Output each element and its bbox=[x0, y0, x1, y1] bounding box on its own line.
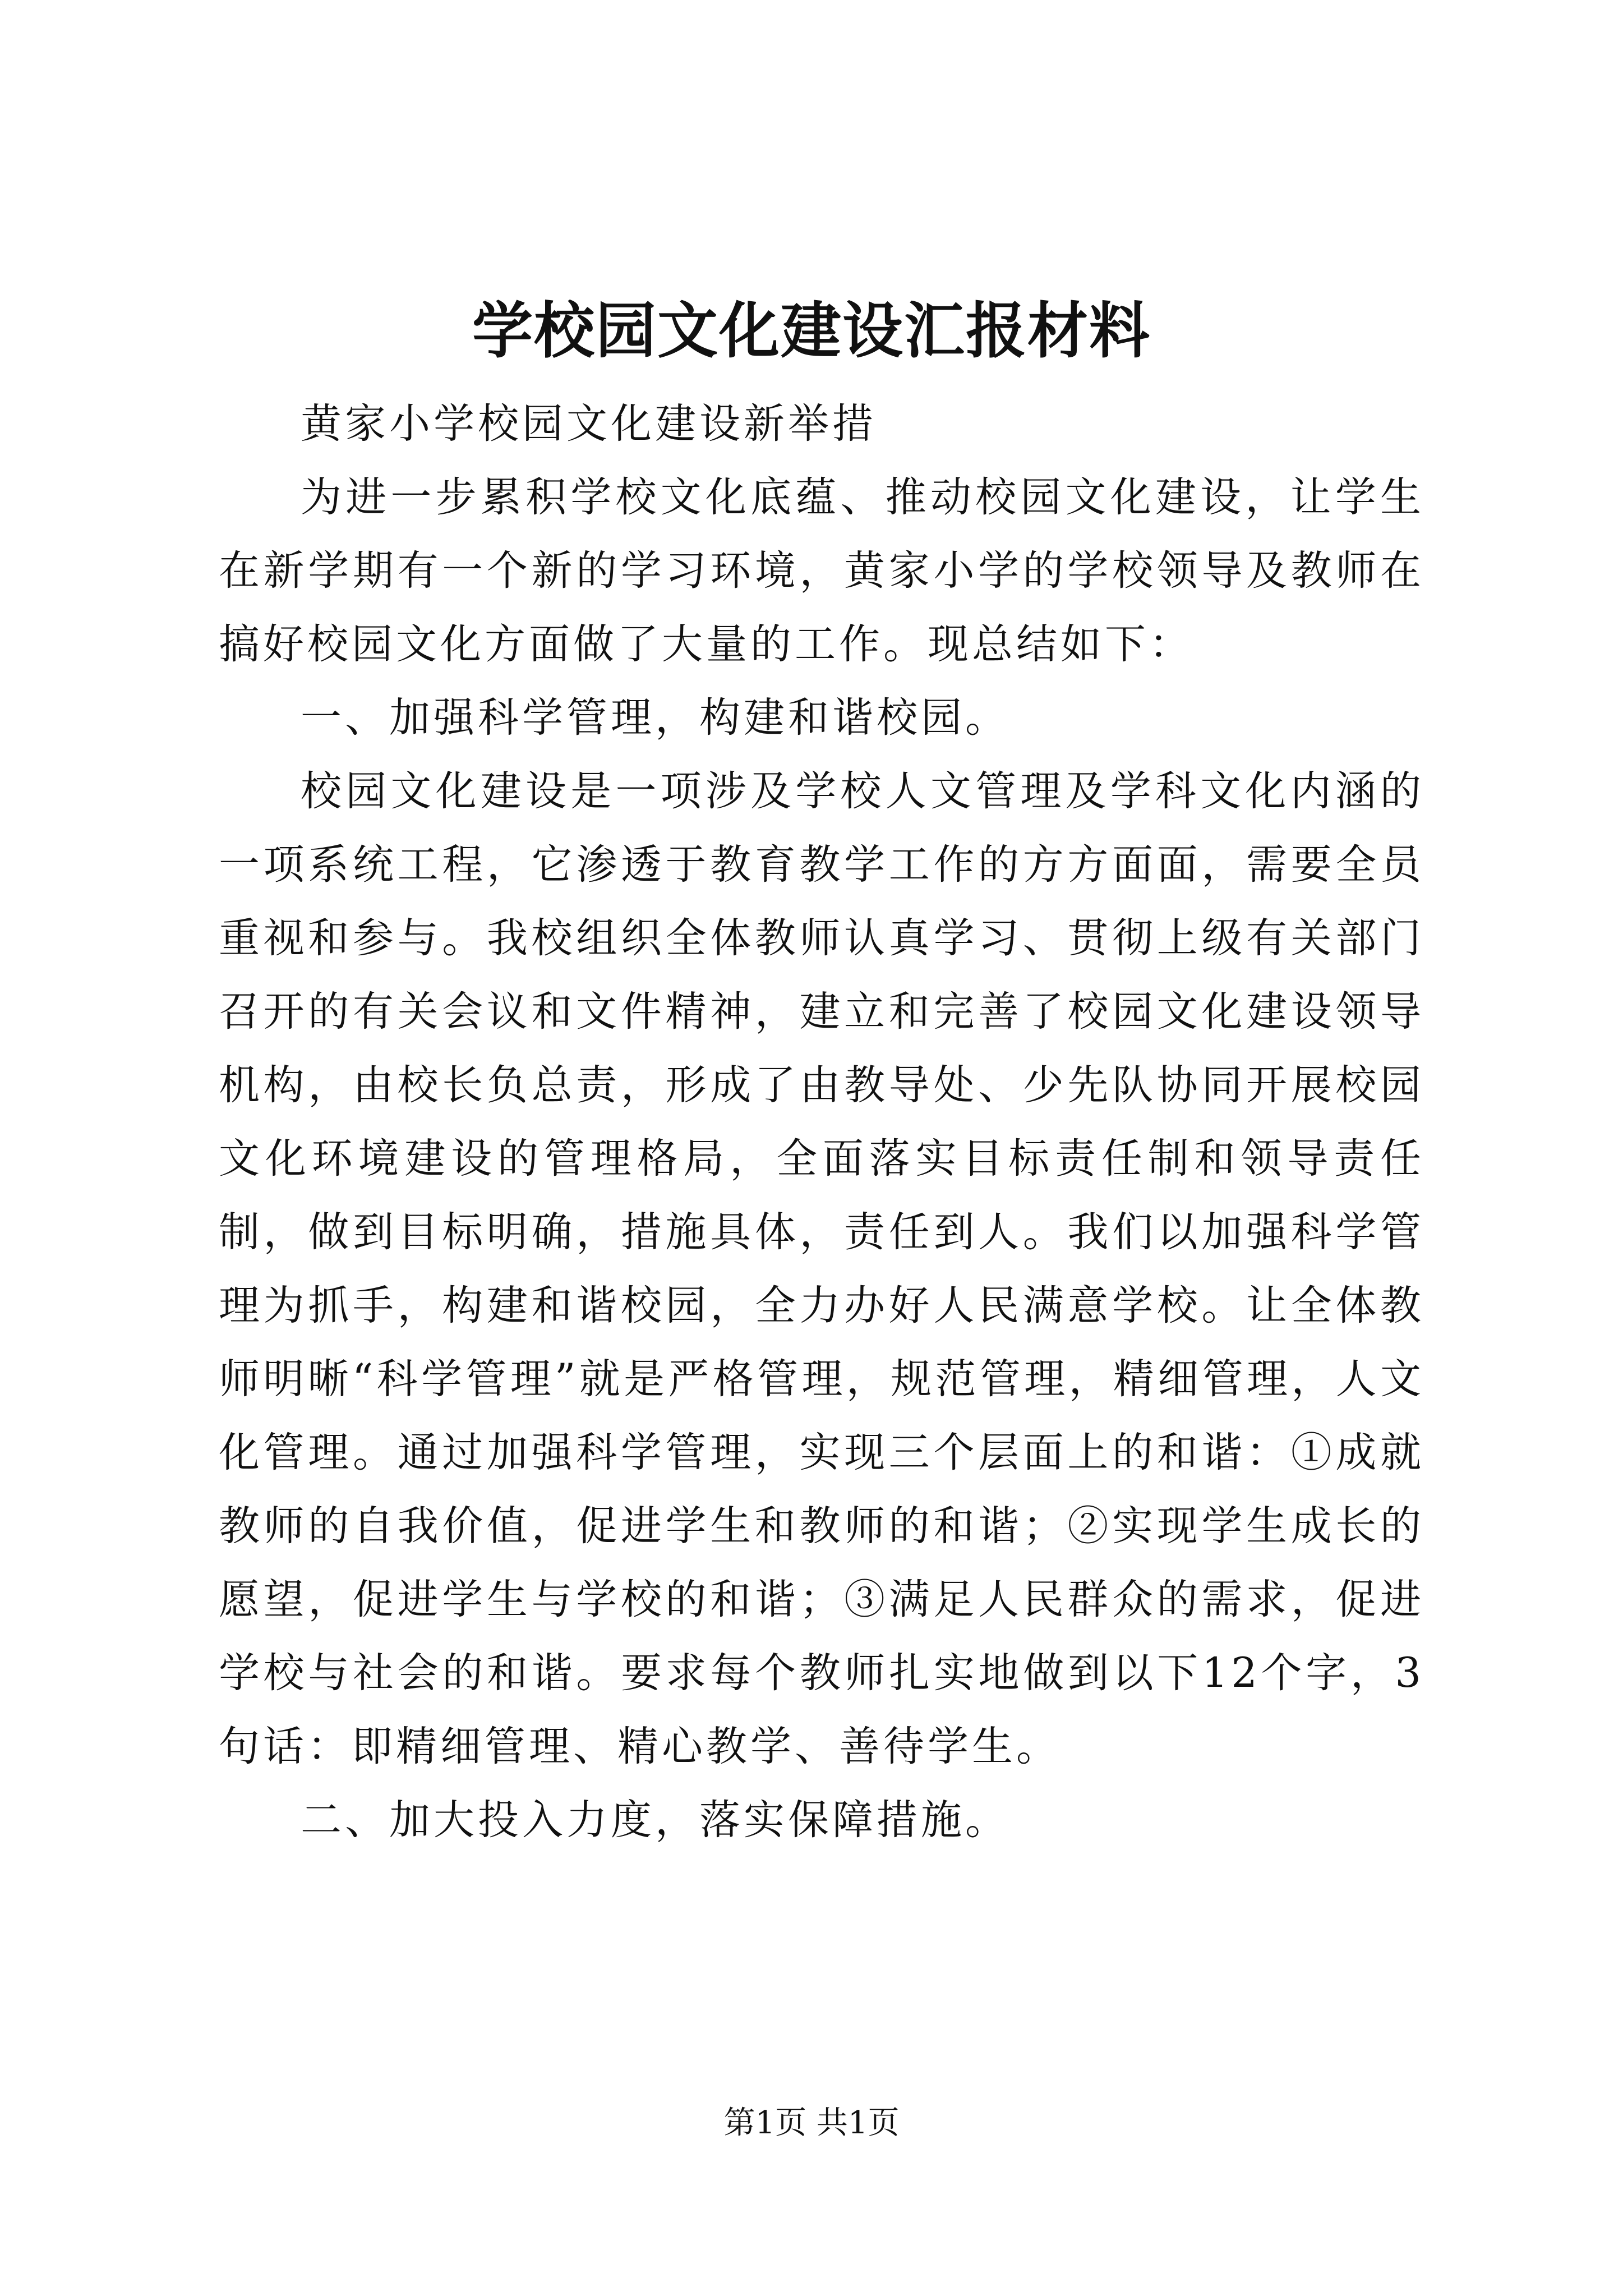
document-title: 学校园文化建设汇报材料 bbox=[472, 296, 1151, 366]
page-footer: 第1页 共1页 bbox=[723, 2105, 900, 2141]
subtitle-paragraph: 黄家小学校园文化建设新举措 bbox=[301, 400, 877, 448]
section-heading-1: 一、加强科学管理，构建和谐校园。 bbox=[301, 694, 1009, 742]
section-heading-2: 二、加大投入力度，落实保障措施。 bbox=[301, 1796, 1009, 1844]
intro-paragraph: 为进一步累积学校文化底蕴、推动校园文化建设，让学生在新学期有一个新的学习环境，黄家小学的学校领导及教师在搞好校园文化方面做了大量的工作。现总结如下： bbox=[219, 473, 1424, 668]
section-1-paragraph: 校园文化建设是一项涉及学校人文管理及学科文化内涵的一项系统工程，它渗透于教育教学工作的方方面面，需要全员重视和参与。我校组织全体教师认真学习、贯彻上级有关部门召开的有关会议和文件精神，建立和完善了校园文化建设领导机构，由校长负总责，形成了由教导处、少先队协同开展校园文化环境建设的管理格局，全面落实目标责任制和领导责任制，做到目标明确，措施具体，责任到人。我们以加强科学管理为抓手，构建和谐校园，全力办好人民满意学校。让全体教师明晰“科学管理”就是严格管理，规范管理，精细管理，人文化管理。通过加强科学管理，实现三个层面上的和谐：①成就教师的自我价值，促进学生和教师的和谐；②实现学生成长的愿望，促进学生与学校的和谐；③满足人民群众的需求，促进学校与社会的和谐。要求每个教师扎实地做到以下12个字，3句话：即精细管理、精心教学、善待学生。 bbox=[219, 767, 1424, 1770]
document-body bbox=[219, 387, 1424, 1857]
